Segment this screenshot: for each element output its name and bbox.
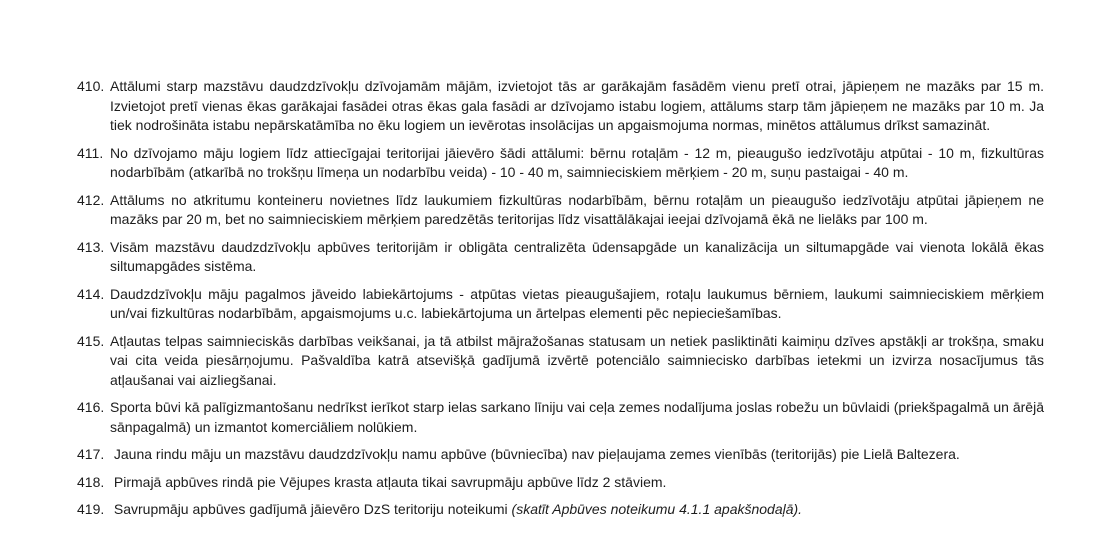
paragraph-413 (77, 238, 1044, 277)
paragraph-number: 414. (77, 285, 105, 302)
paragraph-body (110, 285, 1044, 324)
paragraph-text: Attālums no atkritumu konteineru novietnes līdz laukumiem fizkultūras nodarbībām, bērnu rotaļām un pieaugušo iedzīvotāju atpūtai jāpieņem ne mazāks par 20 m, bet no saimnieciskiem mērķiem paredzētās teritorijas līdz visattālākajai ieejai dzīvojamā ēkā ne lielāks par 100 m. (110, 191, 1044, 227)
paragraph-418 (77, 473, 1044, 493)
paragraph-414 (77, 285, 1044, 324)
paragraph-text: Savrupmāju apbūves gadījumā jāievēro DzS teritoriju noteikumi (110, 501, 512, 517)
paragraph-body (110, 473, 1044, 493)
paragraph-text: No dzīvojamo māju logiem līdz attiecīgajai teritorijai jāievēro šādi attālumi: bērnu rotaļām - 12 m, pieaugušo iedzīvotāju atpūtai - 10 m, fizkultūras nodarbībām (atkarībā no trokšņu līmeņa un nodarbību veida) - 10 - 40 m, saimnieciskiem mērķiem - 20 m, suņu pastaigai - 40 m. (110, 144, 1044, 180)
paragraph-number: 410. (77, 78, 105, 94)
paragraph-text: Visām mazstāvu daudzdzīvokļu apbūves teritorijām ir obligāta centralizēta ūdensapgāde un kanalizācija un siltumapgāde vai vienota lokālā ēkas siltumapgādes sistēma. (110, 238, 1044, 274)
paragraph-body (110, 144, 1044, 183)
paragraph-412 (77, 191, 1044, 230)
paragraph-text: Pirmajā apbūves rindā pie Vējupes krasta atļauta tikai savrupmāju apbūve līdz 2 stāviem. (110, 473, 667, 490)
paragraph-text-italic: (skatīt Apbūves noteikumu 4.1.1 apakšnodaļā). (511, 501, 803, 517)
paragraph-text: Sporta būvi kā palīgizmantošanu nedrīkst ierīkot starp ielas sarkano līniju vai ceļa zemes nodalījuma joslas robežu un būvlaidi (priekšpagalmā un ārējā sānpagalmā) un izmantot komerciāliem nolūkiem. (110, 399, 1044, 435)
paragraph-text: Atļautas telpas saimnieciskās darbības veikšanai, ja tā atbilst mājražošanas statusam un netiek pasliktināti kaimiņu dzīves apstākļi ar trokšņa, smaku vai cita veida piesārņojumu. Pašvaldība katrā atsevišķā gadījumā izvērtē potenciālo saimniecisko darbības ietekmi un izvirza nosacījumus tās atļaušanai vai aizliegšanai. (110, 332, 1044, 388)
paragraph-body (110, 398, 1044, 437)
paragraph-body (110, 77, 1044, 136)
paragraph-body (110, 332, 1044, 391)
paragraph-number: 417. (77, 446, 105, 462)
paragraph-text: Daudzdzīvokļu māju pagalmos jāveido labiekārtojums - atpūtas vietas pieaugušajiem, rotaļu laukumus bērniem, laukumi saimnieciskiem mērķiem un/vai fizkultūras nodarbībām, apgaismojums u.c. labiekārtojuma un ārtelpas elementi pēc nepieciešamības. (110, 285, 1044, 321)
paragraph-419 (77, 500, 1044, 520)
paragraph-415 (77, 332, 1044, 391)
paragraph-number: 418. (77, 473, 105, 490)
paragraph-number: 413. (77, 238, 105, 255)
paragraph-body (110, 500, 1044, 520)
paragraph-number: 415. (77, 332, 105, 349)
paragraph-text: Jauna rindu māju un mazstāvu daudzdzīvokļu namu apbūve (būvniecība) nav pieļaujama zemes vienībās (teritorijās) pie Lielā Baltezera. (110, 446, 960, 462)
paragraph-body (110, 238, 1044, 277)
paragraph-416 (77, 398, 1044, 437)
paragraph-body (110, 191, 1044, 230)
paragraph-body (110, 445, 1044, 465)
paragraph-text: Attālumi starp mazstāvu daudzdzīvokļu dzīvojamām mājām, izvietojot tās ar garākajām fasādēm vienu pretī otrai, jāpieņem ne mazāks par 15 m. Izvietojot pretī vienas ēkas garākajai fasādei otras ēkas gala fasādi ar dzīvojamo istabu logiem, attālums starp tām jāpieņem ne mazāks par 10 m. Ja tiek nodrošināta istabu nepārskatāmība no ēku logiem un ievērotas insolācijas un apgaismojuma normas, minētos attālumus drīkst samazināt. (110, 78, 1044, 133)
paragraph-number: 412. (77, 191, 105, 208)
paragraph-number: 419. (77, 501, 105, 517)
paragraph-410 (77, 77, 1044, 136)
paragraph-417 (77, 445, 1044, 465)
paragraph-number: 411. (77, 144, 104, 161)
paragraph-411 (77, 144, 1044, 183)
paragraph-number: 416. (77, 399, 105, 415)
